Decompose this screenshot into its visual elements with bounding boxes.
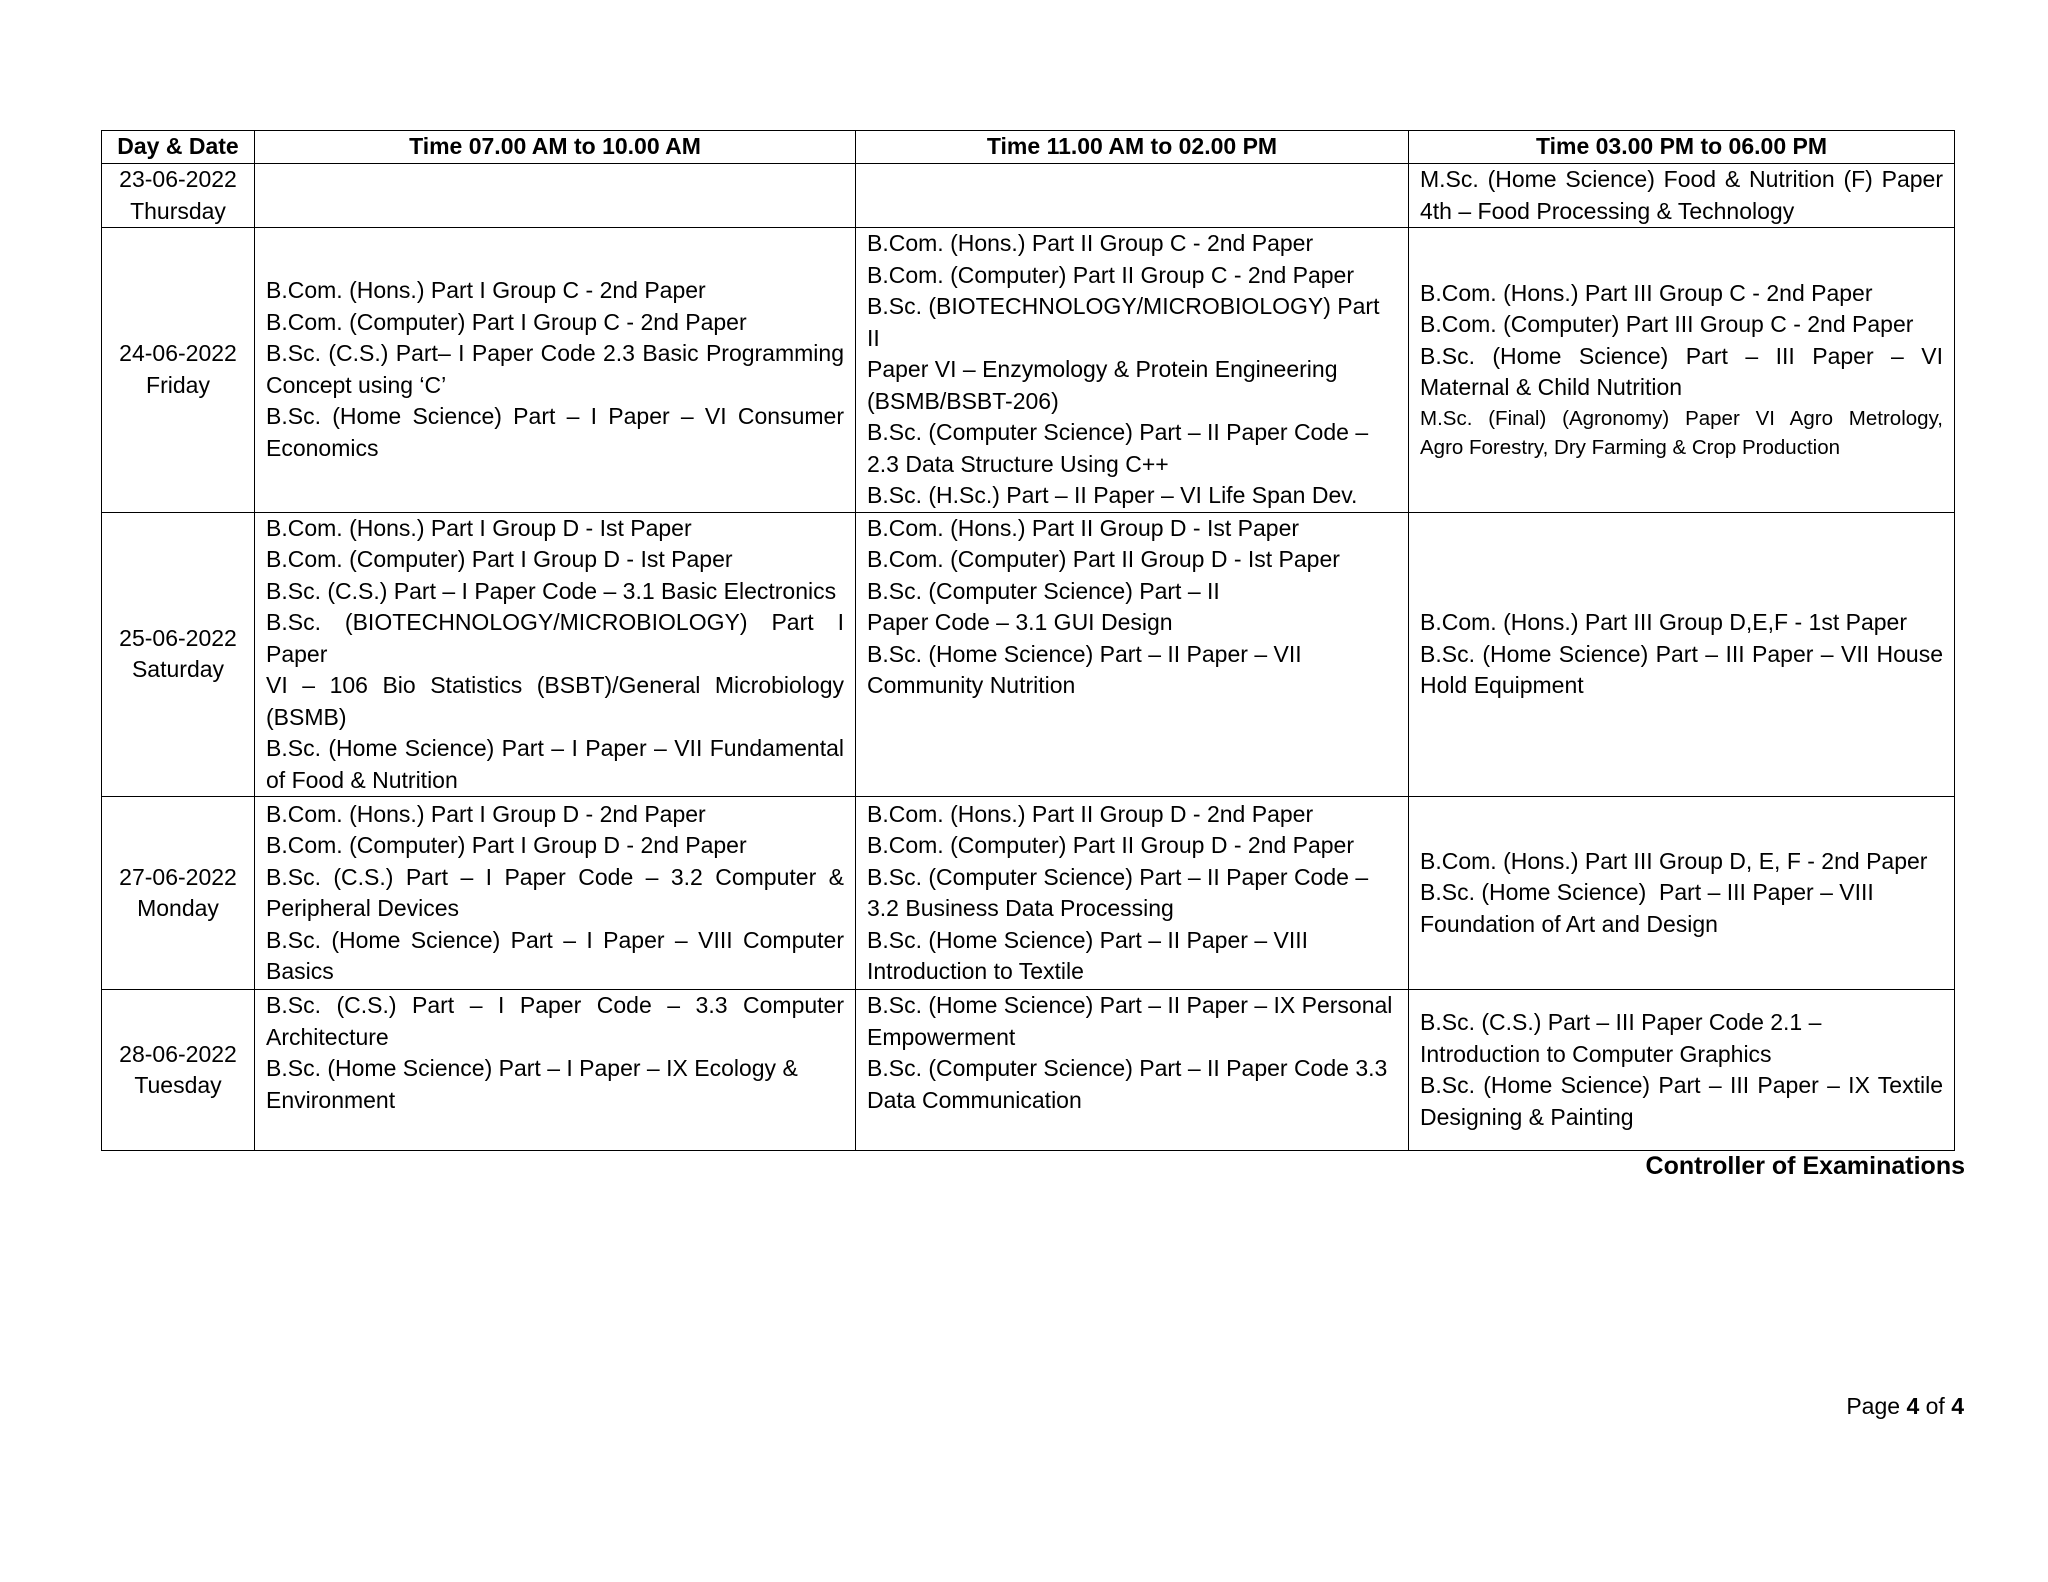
paper-line: VI – 106 Bio Statistics (BSBT)/General Microbiology — [266, 672, 844, 698]
paper-line: B.Sc. (Home Science) Part – II Paper – VIII — [867, 926, 1309, 953]
paper-line: B.Sc. (Home Science) Part – III Paper – VIII — [1420, 879, 1874, 906]
exam-day: Saturday — [131, 656, 225, 683]
paper-line: B.Sc. (Home Science) Part – I Paper – IX Ecology & — [266, 1055, 798, 1081]
paper-line: 3.2 Business Data Processing — [867, 895, 1174, 921]
slot-morning-cell — [255, 797, 856, 990]
date-cell — [102, 164, 255, 228]
paper-line: Paper Code – 3.1 GUI Design — [867, 609, 1173, 635]
paper-line: Maternal & Child Nutrition — [1420, 374, 1683, 401]
paper-line: Data Communication — [867, 1086, 1082, 1113]
header-slot-morning: Time 07.00 AM to 10.00 AM — [255, 131, 856, 164]
paper-line: B.Sc. (Home Science) Part – I Paper – VI Consumer — [266, 403, 844, 430]
paper-line: Concept using ‘C’ — [266, 371, 447, 398]
paper-line: M.Sc. (Home Science) Food & Nutrition (F) Paper — [1420, 166, 1943, 192]
slot-afternoon-cell — [1409, 797, 1955, 990]
header-day-date: Day & Date — [102, 131, 255, 164]
exam-schedule-table — [101, 130, 1955, 1151]
paper-line: B.Sc. (H.Sc.) Part – II Paper – VI Life Span Dev. — [867, 482, 1358, 508]
paper-line: B.Com. (Computer) Part II Group C - 2nd Paper — [867, 261, 1355, 288]
paper-line: Paper VI – Enzymology & Protein Engineering — [867, 356, 1338, 382]
paper-line: B.Sc. (C.S.) Part – I Paper Code – 3.1 Basic Electronics — [266, 577, 837, 604]
paper-line: 4th – Food Processing & Technology — [1420, 197, 1795, 224]
paper-line: Designing & Painting — [1420, 1103, 1634, 1130]
date-cell — [102, 512, 255, 797]
slot-midday-cell — [856, 990, 1409, 1151]
slot-morning-cell — [255, 512, 856, 797]
paper-line: Peripheral Devices — [266, 895, 460, 921]
slot-afternoon-cell — [1409, 164, 1955, 228]
date-cell — [102, 797, 255, 990]
table-row — [102, 512, 1955, 797]
paper-line: B.Sc. (BIOTECHNOLOGY/MICROBIOLOGY) Part I Paper — [266, 609, 844, 667]
paper-line: B.Sc. (BIOTECHNOLOGY/MICROBIOLOGY) Part II — [867, 293, 1380, 351]
paper-line: Environment — [266, 1086, 396, 1113]
paper-line: B.Sc. (Computer Science) Part – II Paper Code – — [867, 419, 1369, 445]
paper-line: Agro Forestry, Dry Farming & Crop Production — [1420, 435, 1840, 459]
page-of-label: of — [1925, 1393, 1945, 1419]
header-slot-midday: Time 11.00 AM to 02.00 PM — [856, 131, 1409, 164]
exam-date: 23-06-2022 — [119, 166, 237, 192]
slot-morning-cell — [255, 164, 856, 228]
paper-line: B.Com. (Hons.) Part III Group C - 2nd Paper — [1420, 279, 1873, 306]
paper-line: B.Sc. (Computer Science) Part – II Paper Code 3.3 — [867, 1055, 1388, 1081]
table-row — [102, 164, 1955, 228]
paper-line: Community Nutrition — [867, 672, 1076, 698]
paper-line: B.Sc. (Home Science) Part – I Paper – VIII Computer — [266, 926, 844, 953]
paper-line: B.Sc. (Home Science) Part – III Paper – IX Textile — [1420, 1072, 1943, 1098]
paper-line: B.Sc. (Home Science) Part – III Paper – VII House — [1420, 640, 1943, 667]
paper-line: B.Com. (Hons.) Part I Group D - Ist Paper — [266, 514, 692, 541]
paper-line: of Food & Nutrition — [266, 766, 458, 793]
paper-line: B.Com. (Computer) Part I Group D - Ist Paper — [266, 546, 733, 572]
table-header-row — [102, 131, 1955, 164]
paper-line: M.Sc. (Final) (Agronomy) Paper VI Agro Metrology, — [1420, 406, 1943, 430]
slot-midday-cell — [856, 512, 1409, 797]
paper-line: B.Sc. (Computer Science) Part – II Paper Code – — [867, 863, 1369, 890]
paper-line: B.Sc. (C.S.) Part – I Paper Code – 3.2 Computer & — [266, 863, 844, 890]
date-cell — [102, 990, 255, 1151]
date-cell — [102, 228, 255, 513]
paper-line: 2.3 Data Structure Using C++ — [867, 450, 1169, 477]
paper-line: Hold Equipment — [1420, 672, 1584, 698]
paper-line: B.Sc. (C.S.) Part– I Paper Code 2.3 Basic Programming — [266, 340, 844, 367]
table-row — [102, 228, 1955, 513]
page-number — [1846, 1393, 1964, 1420]
paper-line: B.Com. (Hons.) Part II Group C - 2nd Paper — [867, 230, 1314, 256]
page-total: 4 — [1951, 1393, 1964, 1419]
exam-day: Thursday — [130, 197, 226, 224]
paper-line: B.Sc. (Home Science) Part – II Paper – VII — [867, 640, 1302, 667]
slot-afternoon-cell — [1409, 990, 1955, 1151]
exam-date: 24-06-2022 — [119, 340, 237, 367]
paper-line: B.Sc. (Home Science) Part – I Paper – VII Fundamental — [266, 735, 844, 761]
exam-day: Tuesday — [134, 1072, 222, 1098]
paper-line: Basics — [266, 958, 334, 984]
slot-midday-cell — [856, 164, 1409, 228]
paper-line: B.Com. (Computer) Part I Group C - 2nd Paper — [266, 308, 747, 335]
paper-line: B.Com. (Hons.) Part I Group C - 2nd Paper — [266, 277, 706, 304]
slot-midday-cell — [856, 228, 1409, 513]
exam-day: Monday — [137, 895, 219, 921]
paper-line: (BSMB) — [266, 703, 347, 730]
paper-line: B.Sc. (C.S.) Part – III Paper Code 2.1 – — [1420, 1009, 1822, 1035]
table-row — [102, 797, 1955, 990]
paper-line: B.Sc. (Home Science) Part – III Paper – VI — [1420, 342, 1943, 369]
paper-line: (BSMB/BSBT-206) — [867, 387, 1059, 414]
slot-morning-cell — [255, 990, 856, 1151]
paper-line: B.Com. (Hons.) Part II Group D - 2nd Paper — [867, 800, 1314, 827]
slot-midday-cell — [856, 797, 1409, 990]
exam-date: 28-06-2022 — [119, 1040, 237, 1067]
paper-line: B.Sc. (Computer Science) Part – II — [867, 577, 1220, 604]
slot-afternoon-cell — [1409, 512, 1955, 797]
exam-date: 27-06-2022 — [119, 863, 237, 890]
paper-line: B.Sc. (C.S.) Part – I Paper Code – 3.3 Computer — [266, 992, 844, 1018]
paper-line: B.Sc. (Home Science) Part – II Paper – IX Personal — [867, 992, 1393, 1018]
controller-signature-title: Controller of Examinations — [1645, 1152, 1965, 1180]
paper-line: B.Com. (Hons.) Part III Group D,E,F - 1st Paper — [1420, 609, 1907, 635]
paper-line: B.Com. (Computer) Part II Group D - 2nd Paper — [867, 832, 1355, 858]
paper-line: B.Com. (Hons.) Part II Group D - Ist Paper — [867, 514, 1300, 541]
paper-line: B.Com. (Computer) Part III Group C - 2nd Paper — [1420, 311, 1914, 338]
paper-line: Foundation of Art and Design — [1420, 910, 1718, 937]
page-label: Page — [1846, 1393, 1901, 1419]
header-slot-afternoon: Time 03.00 PM to 06.00 PM — [1409, 131, 1955, 164]
paper-line: Economics — [266, 434, 379, 461]
page-current: 4 — [1906, 1393, 1920, 1419]
exam-day: Friday — [146, 371, 210, 398]
slot-afternoon-cell — [1409, 228, 1955, 513]
table-row — [102, 990, 1955, 1151]
exam-date: 25-06-2022 — [119, 624, 237, 651]
paper-line: Empowerment — [867, 1023, 1016, 1050]
paper-line: B.Com. (Hons.) Part I Group D - 2nd Paper — [266, 800, 706, 827]
paper-line: B.Com. (Computer) Part I Group D - 2nd Paper — [266, 832, 747, 858]
paper-line: Introduction to Computer Graphics — [1420, 1040, 1772, 1067]
paper-line: B.Com. (Computer) Part II Group D - Ist Paper — [867, 546, 1340, 572]
slot-morning-cell — [255, 228, 856, 513]
paper-line: Architecture — [266, 1023, 389, 1050]
paper-line: Introduction to Textile — [867, 958, 1084, 984]
paper-line: B.Com. (Hons.) Part III Group D, E, F - 2nd Paper — [1420, 847, 1928, 874]
